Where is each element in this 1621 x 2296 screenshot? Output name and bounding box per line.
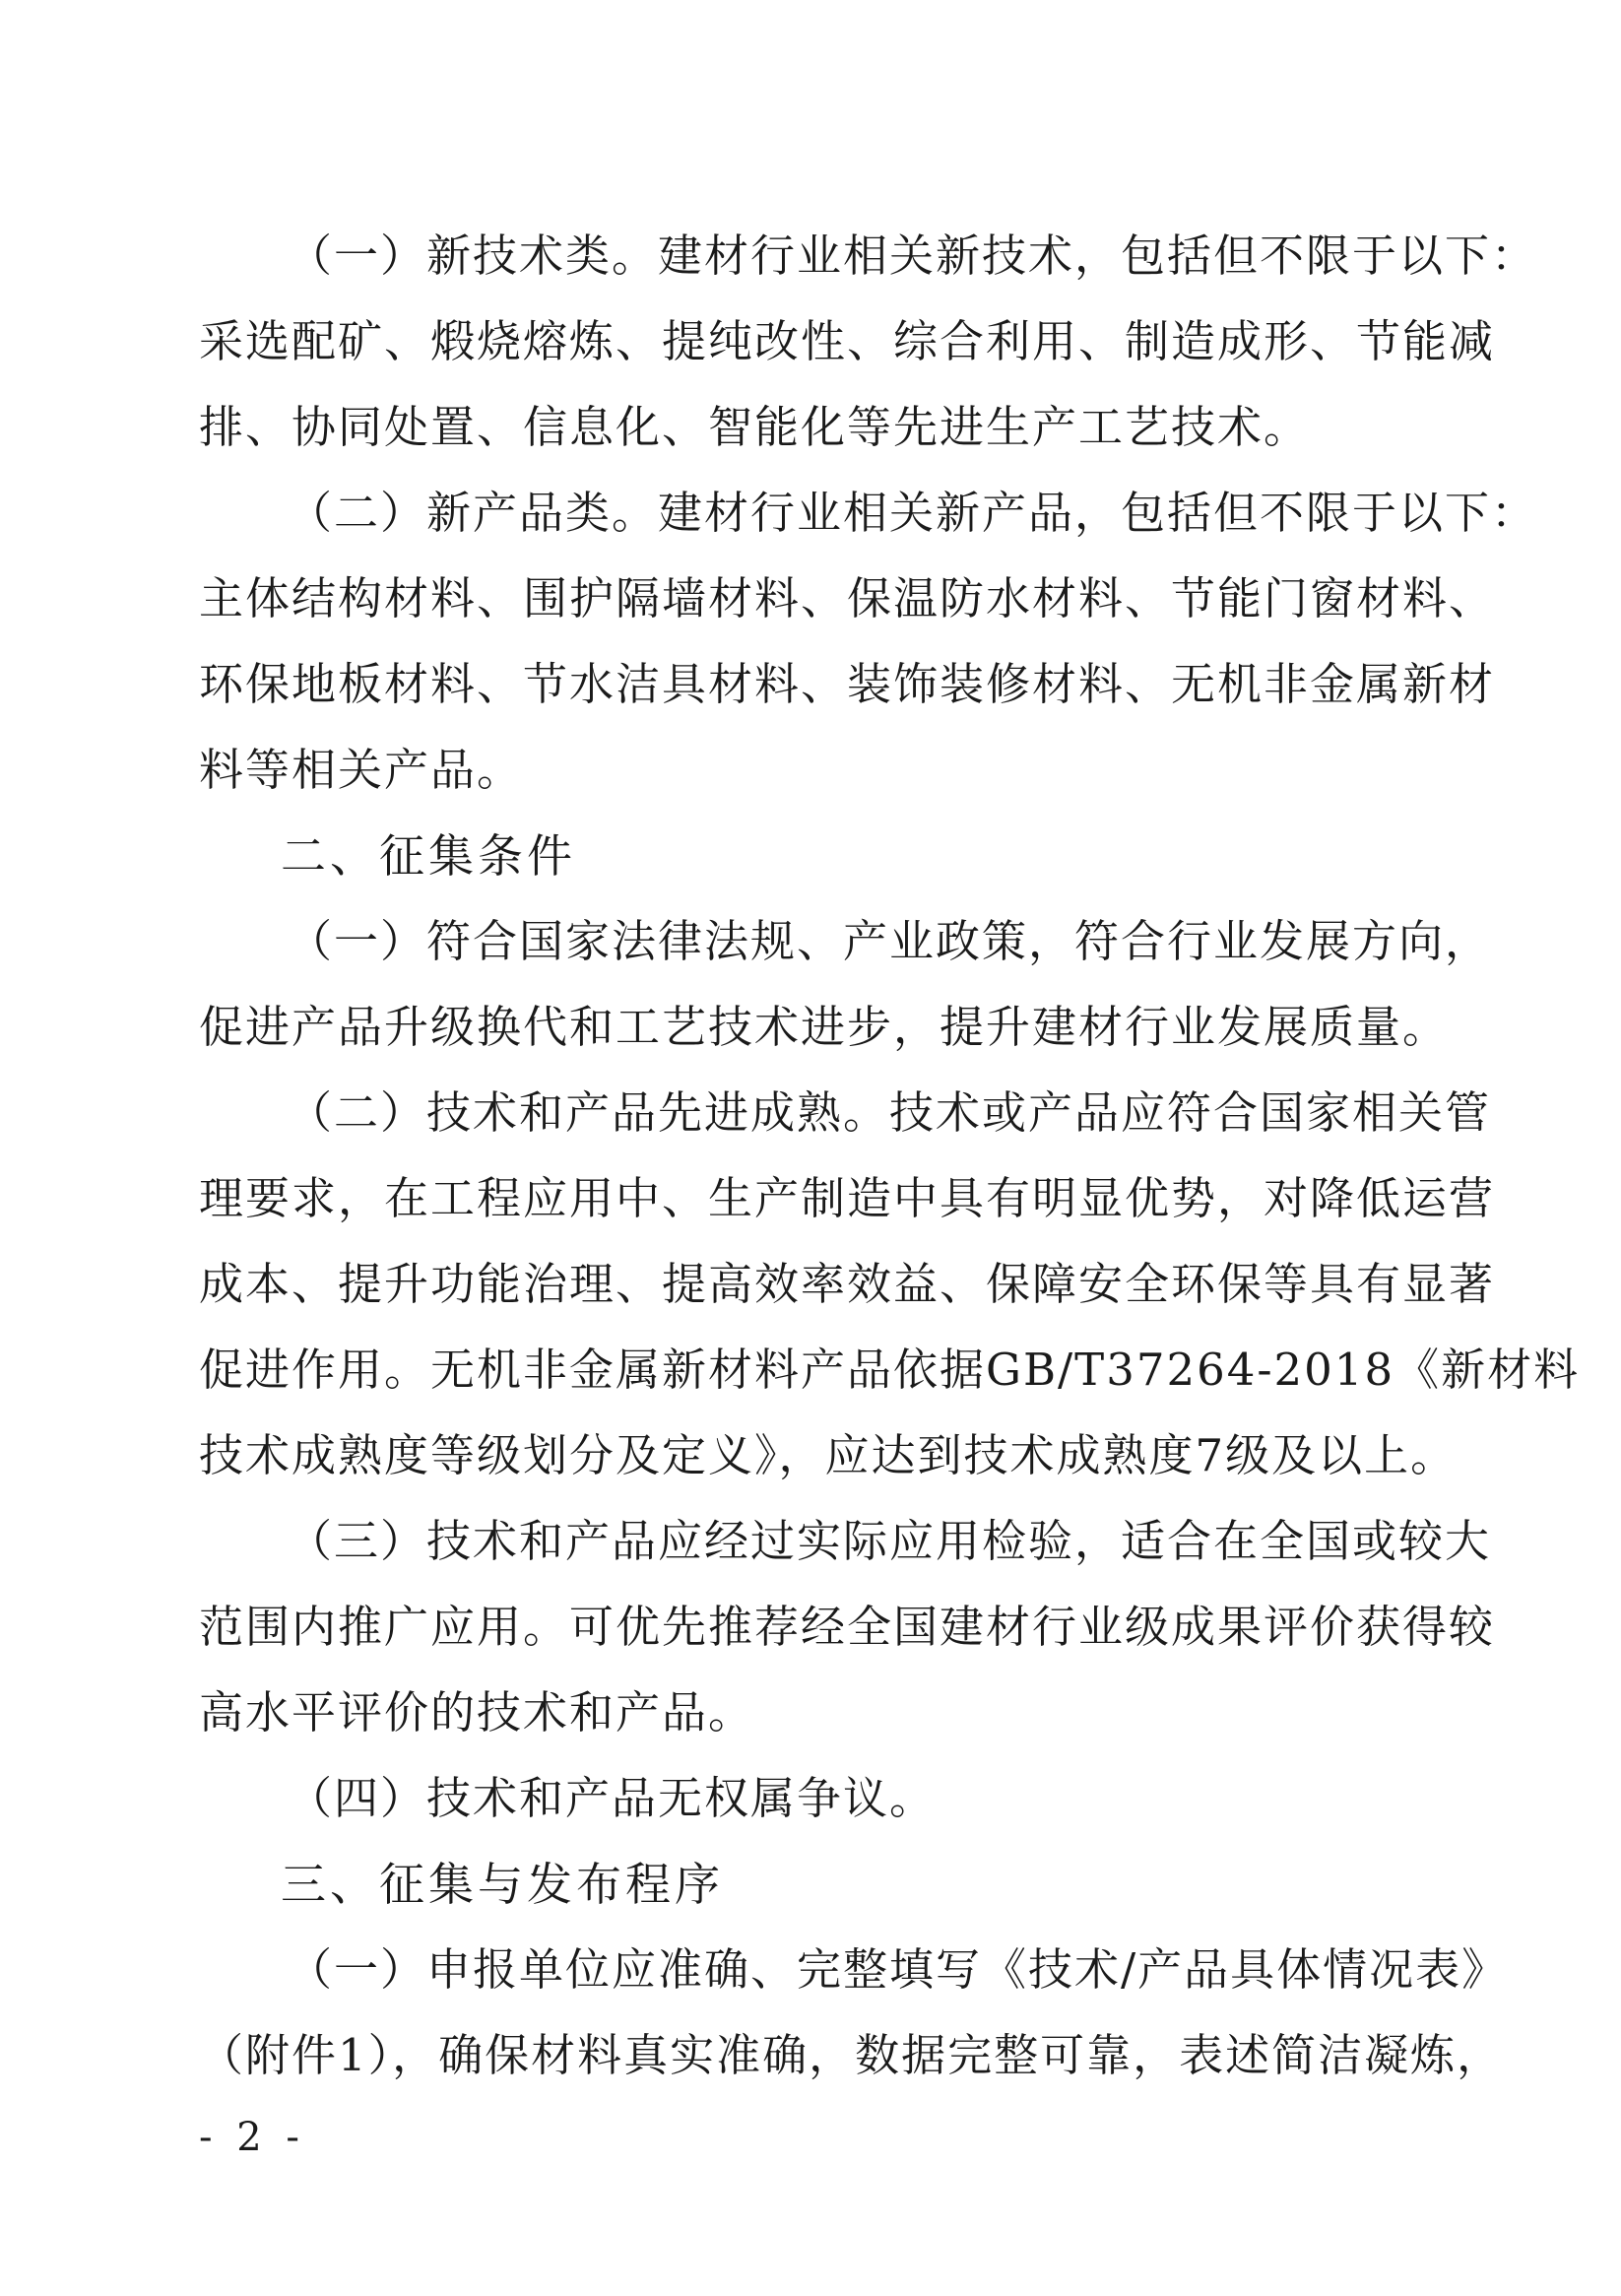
paragraph-line: （附件1），确保材料真实准确，数据完整可靠，表述简洁凝炼， (199, 2029, 1504, 2081)
paragraph-line: （一）符合国家法律法规、产业政策，符合行业发展方向， (288, 915, 1492, 967)
paragraph-line: （三）技术和产品应经过实际应用检验，适合在全国或较大 (288, 1515, 1492, 1567)
paragraph-line: 采选配矿、煅烧熔炼、提纯改性、综合利用、制造成形、节能减 (199, 315, 1496, 367)
paragraph-line: 促进产品升级换代和工艺技术进步，提升建材行业发展质量。 (199, 1001, 1450, 1053)
paragraph-line: 促进作用。无机非金属新材料产品依据GB/T37264-2018《新材料 (199, 1344, 1581, 1396)
paragraph-line: 料等相关产品。 (199, 744, 524, 796)
paragraph-line: 主体结构材料、围护隔墙材料、保温防水材料、节能门窗材料、 (199, 572, 1496, 624)
paragraph-line: 高水平评价的技术和产品。 (199, 1686, 755, 1738)
paragraph-line: （一）申报单位应准确、完整填写《技术/产品具体情况表》 (288, 1943, 1509, 1996)
paragraph-line: 理要求，在工程应用中、生产制造中具有明显优势，对降低运营 (199, 1172, 1496, 1224)
paragraph-line: 环保地板材料、节水洁具材料、装饰装修材料、无机非金属新材 (199, 658, 1496, 710)
paragraph-line: （二）新产品类。建材行业相关新产品，包括但不限于以下： (288, 487, 1538, 539)
paragraph-line: 成本、提升功能治理、提高效率效益、保障安全环保等具有显著 (199, 1258, 1496, 1310)
section-heading: 三、征集与发布程序 (281, 1858, 724, 1911)
section-heading: 二、征集条件 (281, 829, 576, 883)
paragraph-line: （二）技术和产品先进成熟。技术或产品应符合国家相关管 (288, 1086, 1492, 1139)
paragraph-line: 范围内推广应用。可优先推荐经全国建材行业级成果评价获得较 (199, 1601, 1496, 1653)
paragraph-line: （一）新技术类。建材行业相关新技术，包括但不限于以下： (288, 230, 1538, 282)
paragraph-line: 排、协同处置、信息化、智能化等先进生产工艺技术。 (199, 401, 1311, 453)
paragraph-line: 技术成熟度等级划分及定义》，应达到技术成熟度7级及以上。 (199, 1429, 1458, 1481)
paragraph-line: （四）技术和产品无权属争议。 (288, 1772, 937, 1824)
page-number: - 2 - (199, 2115, 305, 2160)
